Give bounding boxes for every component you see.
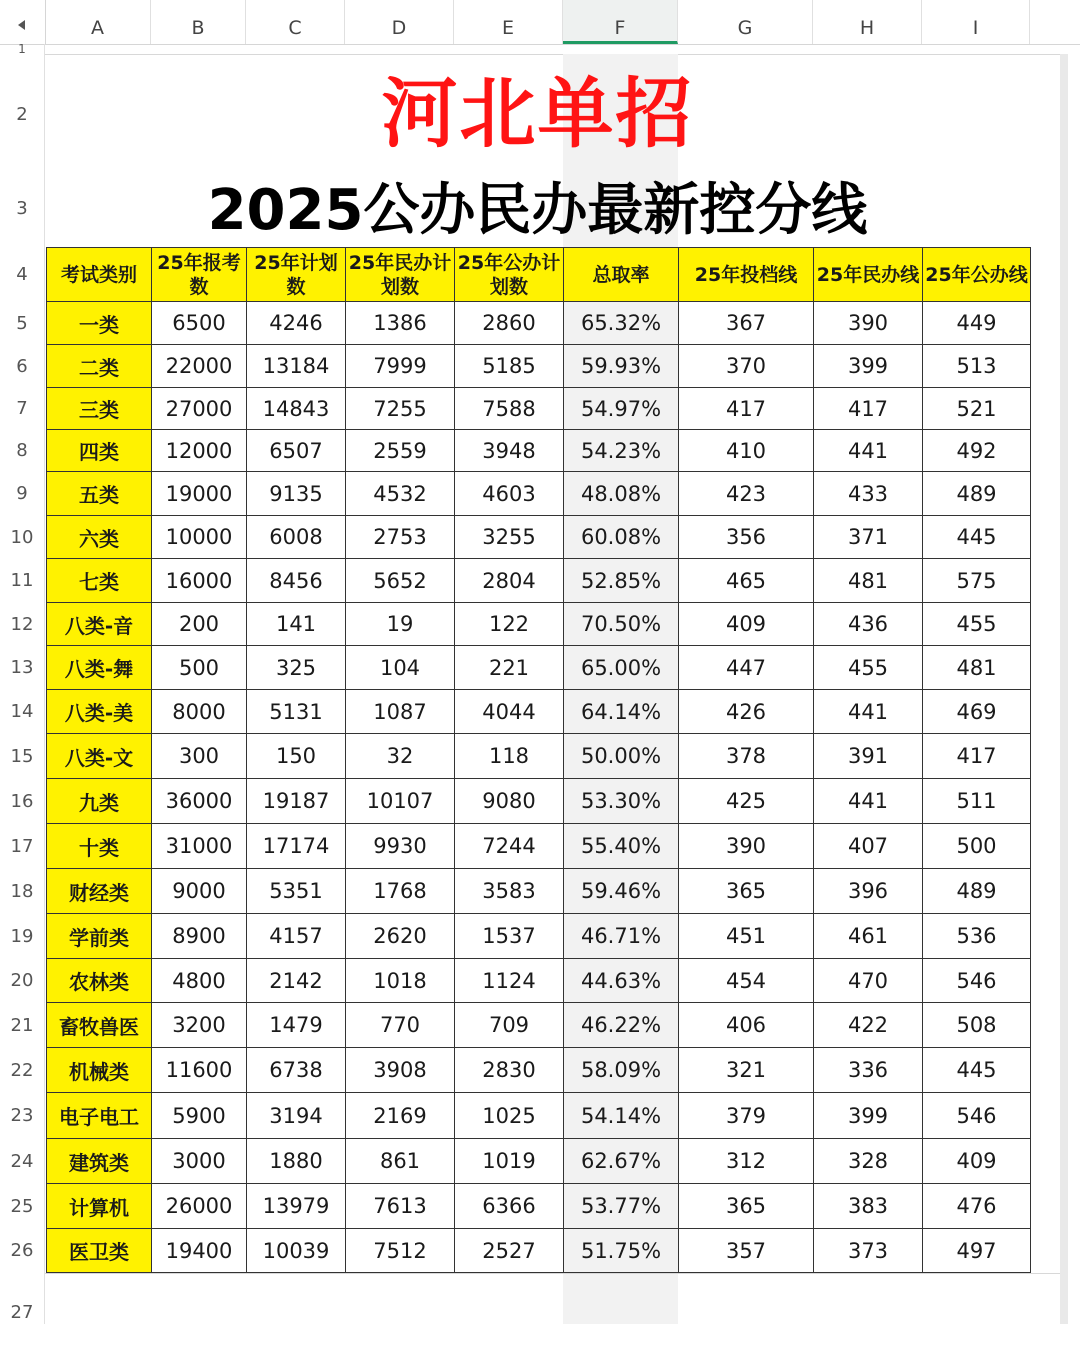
category-cell[interactable]: 医卫类 (47, 1229, 152, 1273)
table-cell[interactable]: 3948 (455, 430, 564, 472)
table-cell[interactable]: 10000 (152, 516, 247, 559)
table-cell[interactable]: 19 (346, 603, 455, 646)
row-header-19[interactable]: 19 (0, 914, 45, 959)
table-row (47, 914, 1031, 959)
table-cell[interactable]: 451 (679, 914, 814, 959)
table-cell[interactable]: 19000 (152, 472, 247, 516)
table-cell[interactable]: 409 (679, 603, 814, 646)
category-cell[interactable]: 七类 (47, 559, 152, 603)
table-row (47, 302, 1031, 345)
table-cell[interactable]: 27000 (152, 388, 247, 430)
table-cell[interactable]: 4044 (455, 690, 564, 734)
table-cell[interactable]: 3000 (152, 1139, 247, 1184)
table-cell[interactable]: 407 (814, 824, 923, 869)
table-cell[interactable]: 7613 (346, 1184, 455, 1229)
table-row (47, 388, 1031, 430)
table-row (47, 1093, 1031, 1139)
table-cell[interactable]: 6366 (455, 1184, 564, 1229)
category-cell[interactable]: 计算机 (47, 1184, 152, 1229)
table-cell[interactable]: 2860 (455, 302, 564, 345)
category-cell[interactable]: 农林类 (47, 959, 152, 1003)
column-header-cell[interactable]: 25年计划数 (247, 248, 346, 302)
table-cell[interactable]: 10107 (346, 779, 455, 824)
table-cell[interactable]: 9135 (247, 472, 346, 516)
row-header-23[interactable]: 23 (0, 1093, 45, 1139)
table-cell[interactable]: 426 (679, 690, 814, 734)
table-cell[interactable]: 7255 (346, 388, 455, 430)
table-cell[interactable]: 6008 (247, 516, 346, 559)
table-cell[interactable]: 325 (247, 646, 346, 690)
table-cell[interactable]: 1018 (346, 959, 455, 1003)
table-cell[interactable]: 357 (679, 1229, 814, 1273)
row-1-partial (45, 44, 1060, 55)
table-cell[interactable]: 425 (679, 779, 814, 824)
table-cell[interactable]: 3194 (247, 1093, 346, 1139)
category-cell[interactable]: 十类 (47, 824, 152, 869)
table-cell[interactable]: 53.30% (564, 779, 679, 824)
row-header-9[interactable]: 9 (0, 472, 45, 516)
table-cell[interactable]: 8900 (152, 914, 247, 959)
table-cell[interactable]: 1537 (455, 914, 564, 959)
table-cell[interactable]: 6500 (152, 302, 247, 345)
table-cell[interactable]: 3200 (152, 1003, 247, 1048)
table-cell[interactable]: 141 (247, 603, 346, 646)
table-cell[interactable]: 422 (814, 1003, 923, 1048)
table-cell[interactable]: 11600 (152, 1048, 247, 1093)
table-row (47, 516, 1031, 559)
column-header-cell[interactable]: 25年民办计划数 (346, 248, 455, 302)
row-header-6[interactable]: 6 (0, 345, 45, 388)
table-row (47, 646, 1031, 690)
table-cell[interactable]: 4246 (247, 302, 346, 345)
table-cell[interactable]: 150 (247, 734, 346, 779)
row-header-13[interactable]: 13 (0, 646, 45, 690)
table-row (47, 430, 1031, 472)
column-header-e[interactable]: E (454, 0, 563, 44)
category-cell[interactable]: 财经类 (47, 869, 152, 914)
table-cell[interactable]: 378 (679, 734, 814, 779)
column-header-d[interactable]: D (345, 0, 454, 44)
table-cell[interactable]: 511 (923, 779, 1031, 824)
table-cell[interactable]: 53.77% (564, 1184, 679, 1229)
table-cell[interactable]: 508 (923, 1003, 1031, 1048)
column-header-cell[interactable]: 考试类别 (47, 248, 152, 302)
table-cell[interactable]: 447 (679, 646, 814, 690)
row-header-5[interactable]: 5 (0, 302, 45, 345)
table-row (47, 603, 1031, 646)
column-header-cell[interactable]: 25年报考数 (152, 248, 247, 302)
table-cell[interactable]: 575 (923, 559, 1031, 603)
table-cell[interactable]: 423 (679, 472, 814, 516)
row-header-7[interactable]: 7 (0, 388, 45, 430)
table-cell[interactable]: 709 (455, 1003, 564, 1048)
category-cell[interactable]: 五类 (47, 472, 152, 516)
table-cell[interactable]: 2559 (346, 430, 455, 472)
table-cell[interactable]: 371 (814, 516, 923, 559)
table-cell[interactable]: 770 (346, 1003, 455, 1048)
table-cell[interactable]: 1479 (247, 1003, 346, 1048)
category-cell[interactable]: 八类-舞 (47, 646, 152, 690)
table-cell[interactable]: 65.32% (564, 302, 679, 345)
table-cell[interactable]: 62.67% (564, 1139, 679, 1184)
row-header-17[interactable]: 17 (0, 824, 45, 869)
table-cell[interactable]: 461 (814, 914, 923, 959)
table-cell[interactable]: 497 (923, 1229, 1031, 1273)
table-cell[interactable]: 3583 (455, 869, 564, 914)
table-cell[interactable]: 4157 (247, 914, 346, 959)
row-header-25[interactable]: 25 (0, 1184, 45, 1229)
category-cell[interactable]: 一类 (47, 302, 152, 345)
row-header-15[interactable]: 15 (0, 734, 45, 779)
table-cell[interactable]: 449 (923, 302, 1031, 345)
table-cell[interactable]: 373 (814, 1229, 923, 1273)
table-cell[interactable]: 536 (923, 914, 1031, 959)
table-cell[interactable]: 5652 (346, 559, 455, 603)
table-cell[interactable]: 5351 (247, 869, 346, 914)
table-cell[interactable]: 356 (679, 516, 814, 559)
table-cell[interactable]: 476 (923, 1184, 1031, 1229)
row-header-12[interactable]: 12 (0, 603, 45, 646)
table-cell[interactable]: 44.63% (564, 959, 679, 1003)
table-cell[interactable]: 489 (923, 869, 1031, 914)
page-title: 河北单招 (381, 69, 694, 158)
table-cell[interactable]: 60.08% (564, 516, 679, 559)
table-cell[interactable]: 365 (679, 1184, 814, 1229)
table-cell[interactable]: 54.97% (564, 388, 679, 430)
table-cell[interactable]: 32 (346, 734, 455, 779)
table-cell[interactable]: 7512 (346, 1229, 455, 1273)
table-cell[interactable]: 336 (814, 1048, 923, 1093)
table-cell[interactable]: 469 (923, 690, 1031, 734)
table-cell[interactable]: 104 (346, 646, 455, 690)
table-cell[interactable]: 500 (152, 646, 247, 690)
table-cell[interactable]: 455 (923, 603, 1031, 646)
table-cell[interactable]: 481 (923, 646, 1031, 690)
table-cell[interactable]: 14843 (247, 388, 346, 430)
table-cell[interactable]: 441 (814, 779, 923, 824)
table-cell[interactable]: 1880 (247, 1139, 346, 1184)
table-cell[interactable]: 1025 (455, 1093, 564, 1139)
table-cell[interactable]: 2527 (455, 1229, 564, 1273)
table-cell[interactable]: 455 (814, 646, 923, 690)
table-cell[interactable]: 200 (152, 603, 247, 646)
table-row (47, 1184, 1031, 1229)
table-cell[interactable]: 4800 (152, 959, 247, 1003)
table-cell[interactable]: 410 (679, 430, 814, 472)
table-cell[interactable]: 1768 (346, 869, 455, 914)
table-cell[interactable]: 521 (923, 388, 1031, 430)
table-cell[interactable]: 6738 (247, 1048, 346, 1093)
table-cell[interactable]: 9000 (152, 869, 247, 914)
row-header-14[interactable]: 14 (0, 690, 45, 734)
table-cell[interactable]: 22000 (152, 345, 247, 388)
column-header-cell[interactable]: 25年公办计划数 (455, 248, 564, 302)
table-row (47, 1139, 1031, 1184)
category-cell[interactable]: 学前类 (47, 914, 152, 959)
table-cell[interactable]: 2804 (455, 559, 564, 603)
table-cell[interactable]: 445 (923, 516, 1031, 559)
table-cell[interactable]: 436 (814, 603, 923, 646)
table-cell[interactable]: 9930 (346, 824, 455, 869)
table-cell[interactable]: 54.23% (564, 430, 679, 472)
row-header-27[interactable]: 27 (0, 1273, 45, 1324)
column-header-cell[interactable]: 总取率 (564, 248, 679, 302)
category-cell[interactable]: 机械类 (47, 1048, 152, 1093)
table-cell[interactable]: 489 (923, 472, 1031, 516)
table-cell[interactable]: 122 (455, 603, 564, 646)
row-header-3[interactable]: 3 (0, 170, 45, 247)
table-cell[interactable]: 379 (679, 1093, 814, 1139)
table-cell[interactable]: 16000 (152, 559, 247, 603)
row-header-2[interactable]: 2 (0, 60, 45, 170)
table-cell[interactable]: 2620 (346, 914, 455, 959)
table-cell[interactable]: 445 (923, 1048, 1031, 1093)
table-cell[interactable]: 417 (679, 388, 814, 430)
row-header-8[interactable]: 8 (0, 430, 45, 472)
table-cell[interactable]: 12000 (152, 430, 247, 472)
table-cell[interactable]: 8456 (247, 559, 346, 603)
category-cell[interactable]: 电子电工 (47, 1093, 152, 1139)
row-27-empty (45, 1273, 1060, 1325)
table-cell[interactable]: 409 (923, 1139, 1031, 1184)
table-cell[interactable]: 4603 (455, 472, 564, 516)
table-cell[interactable]: 221 (455, 646, 564, 690)
table-cell[interactable]: 48.08% (564, 472, 679, 516)
table-cell[interactable]: 390 (814, 302, 923, 345)
table-cell[interactable]: 118 (455, 734, 564, 779)
table-row (47, 779, 1031, 824)
table-cell[interactable]: 9080 (455, 779, 564, 824)
table-cell[interactable]: 470 (814, 959, 923, 1003)
column-header-g[interactable]: G (678, 0, 813, 44)
table-cell[interactable]: 59.93% (564, 345, 679, 388)
table-cell[interactable]: 1019 (455, 1139, 564, 1184)
table-cell[interactable]: 7244 (455, 824, 564, 869)
table-cell[interactable]: 1124 (455, 959, 564, 1003)
table-cell[interactable]: 13184 (247, 345, 346, 388)
column-header-i[interactable]: I (922, 0, 1030, 44)
column-header-cell[interactable]: 25年公办线 (923, 248, 1031, 302)
category-cell[interactable]: 八类-文 (47, 734, 152, 779)
table-cell[interactable]: 390 (679, 824, 814, 869)
table-cell[interactable]: 1386 (346, 302, 455, 345)
table-cell[interactable]: 1087 (346, 690, 455, 734)
table-cell[interactable]: 454 (679, 959, 814, 1003)
table-cell[interactable]: 481 (814, 559, 923, 603)
column-header-h[interactable]: H (813, 0, 922, 44)
table-cell[interactable]: 55.40% (564, 824, 679, 869)
table-cell[interactable]: 31000 (152, 824, 247, 869)
row-header-18[interactable]: 18 (0, 869, 45, 914)
row-header-21[interactable]: 21 (0, 1003, 45, 1048)
table-cell[interactable]: 417 (923, 734, 1031, 779)
table-row (47, 1003, 1031, 1048)
table-cell[interactable]: 2169 (346, 1093, 455, 1139)
table-cell[interactable]: 861 (346, 1139, 455, 1184)
score-table (46, 247, 1031, 1273)
table-cell[interactable]: 465 (679, 559, 814, 603)
table-row (47, 734, 1031, 779)
row-header-26[interactable]: 26 (0, 1229, 45, 1273)
table-cell[interactable]: 406 (679, 1003, 814, 1048)
table-cell[interactable]: 500 (923, 824, 1031, 869)
table-cell[interactable]: 492 (923, 430, 1031, 472)
row-header-11[interactable]: 11 (0, 559, 45, 603)
category-cell[interactable]: 九类 (47, 779, 152, 824)
category-cell[interactable]: 八类-音 (47, 603, 152, 646)
category-cell[interactable]: 建筑类 (47, 1139, 152, 1184)
table-cell[interactable]: 52.85% (564, 559, 679, 603)
table-cell[interactable]: 5185 (455, 345, 564, 388)
table-cell[interactable]: 546 (923, 1093, 1031, 1139)
table-row (47, 345, 1031, 388)
table-cell[interactable]: 58.09% (564, 1048, 679, 1093)
column-header-cell[interactable]: 25年民办线 (814, 248, 923, 302)
table-cell[interactable]: 17174 (247, 824, 346, 869)
table-cell[interactable]: 441 (814, 690, 923, 734)
vertical-scrollbar[interactable] (1060, 54, 1068, 1324)
table-cell[interactable]: 396 (814, 869, 923, 914)
table-cell[interactable]: 5900 (152, 1093, 247, 1139)
table-cell[interactable]: 4532 (346, 472, 455, 516)
table-cell[interactable]: 64.14% (564, 690, 679, 734)
table-row (47, 1229, 1031, 1273)
table-cell[interactable]: 2142 (247, 959, 346, 1003)
column-header-cell[interactable]: 25年投档线 (679, 248, 814, 302)
category-cell[interactable]: 四类 (47, 430, 152, 472)
table-cell[interactable]: 8000 (152, 690, 247, 734)
table-cell[interactable]: 367 (679, 302, 814, 345)
category-cell[interactable]: 六类 (47, 516, 152, 559)
table-cell[interactable]: 65.00% (564, 646, 679, 690)
category-cell[interactable]: 二类 (47, 345, 152, 388)
select-all-icon (18, 20, 25, 30)
table-cell[interactable]: 546 (923, 959, 1031, 1003)
table-cell[interactable]: 26000 (152, 1184, 247, 1229)
category-cell[interactable]: 三类 (47, 388, 152, 430)
table-cell[interactable]: 399 (814, 1093, 923, 1139)
table-cell[interactable]: 19187 (247, 779, 346, 824)
row-header-1[interactable]: 1 (0, 44, 45, 60)
table-cell[interactable]: 441 (814, 430, 923, 472)
table-cell[interactable]: 6507 (247, 430, 346, 472)
column-header-c[interactable]: C (246, 0, 345, 44)
table-row (47, 959, 1031, 1003)
table-cell[interactable]: 7588 (455, 388, 564, 430)
table-row (47, 824, 1031, 869)
table-cell[interactable]: 399 (814, 345, 923, 388)
column-header-a[interactable]: A (45, 0, 151, 44)
table-cell[interactable]: 54.14% (564, 1093, 679, 1139)
table-cell[interactable]: 300 (152, 734, 247, 779)
table-cell[interactable]: 2830 (455, 1048, 564, 1093)
column-header-b[interactable]: B (151, 0, 246, 44)
table-cell[interactable]: 7999 (346, 345, 455, 388)
row-header-10[interactable]: 10 (0, 516, 45, 559)
table-cell[interactable]: 70.50% (564, 603, 679, 646)
category-cell[interactable]: 畜牧兽医 (47, 1003, 152, 1048)
table-cell[interactable]: 5131 (247, 690, 346, 734)
table-cell[interactable]: 2753 (346, 516, 455, 559)
table-cell[interactable]: 59.46% (564, 869, 679, 914)
table-row (47, 1048, 1031, 1093)
table-cell[interactable]: 365 (679, 869, 814, 914)
table-cell[interactable]: 46.71% (564, 914, 679, 959)
table-row (47, 472, 1031, 516)
page-subtitle: 2025公办民办最新控分线 (207, 178, 868, 243)
table-cell[interactable]: 328 (814, 1139, 923, 1184)
table-cell[interactable]: 19400 (152, 1229, 247, 1273)
table-cell[interactable]: 391 (814, 734, 923, 779)
row-header-4[interactable]: 4 (0, 247, 45, 302)
table-cell[interactable]: 370 (679, 345, 814, 388)
select-all-corner[interactable] (0, 0, 46, 44)
table-cell[interactable]: 383 (814, 1184, 923, 1229)
table-cell[interactable]: 3908 (346, 1048, 455, 1093)
row-header-24[interactable]: 24 (0, 1139, 45, 1184)
column-header-f[interactable]: F (563, 0, 678, 44)
table-cell[interactable]: 321 (679, 1048, 814, 1093)
row-header-22[interactable]: 22 (0, 1048, 45, 1093)
table-row (47, 869, 1031, 914)
table-cell[interactable]: 513 (923, 345, 1031, 388)
table-header-row (47, 248, 1031, 302)
table-cell[interactable]: 10039 (247, 1229, 346, 1273)
table-cell[interactable]: 417 (814, 388, 923, 430)
row-header-20[interactable]: 20 (0, 959, 45, 1003)
category-cell[interactable]: 八类-美 (47, 690, 152, 734)
table-row (47, 690, 1031, 734)
table-cell[interactable]: 36000 (152, 779, 247, 824)
table-cell[interactable]: 50.00% (564, 734, 679, 779)
table-cell[interactable]: 433 (814, 472, 923, 516)
table-row (47, 559, 1031, 603)
column-header-bar (0, 0, 1080, 45)
row-header-16[interactable]: 16 (0, 779, 45, 824)
table-cell[interactable]: 51.75% (564, 1229, 679, 1273)
table-cell[interactable]: 3255 (455, 516, 564, 559)
table-cell[interactable]: 46.22% (564, 1003, 679, 1048)
table-cell[interactable]: 13979 (247, 1184, 346, 1229)
table-cell[interactable]: 312 (679, 1139, 814, 1184)
